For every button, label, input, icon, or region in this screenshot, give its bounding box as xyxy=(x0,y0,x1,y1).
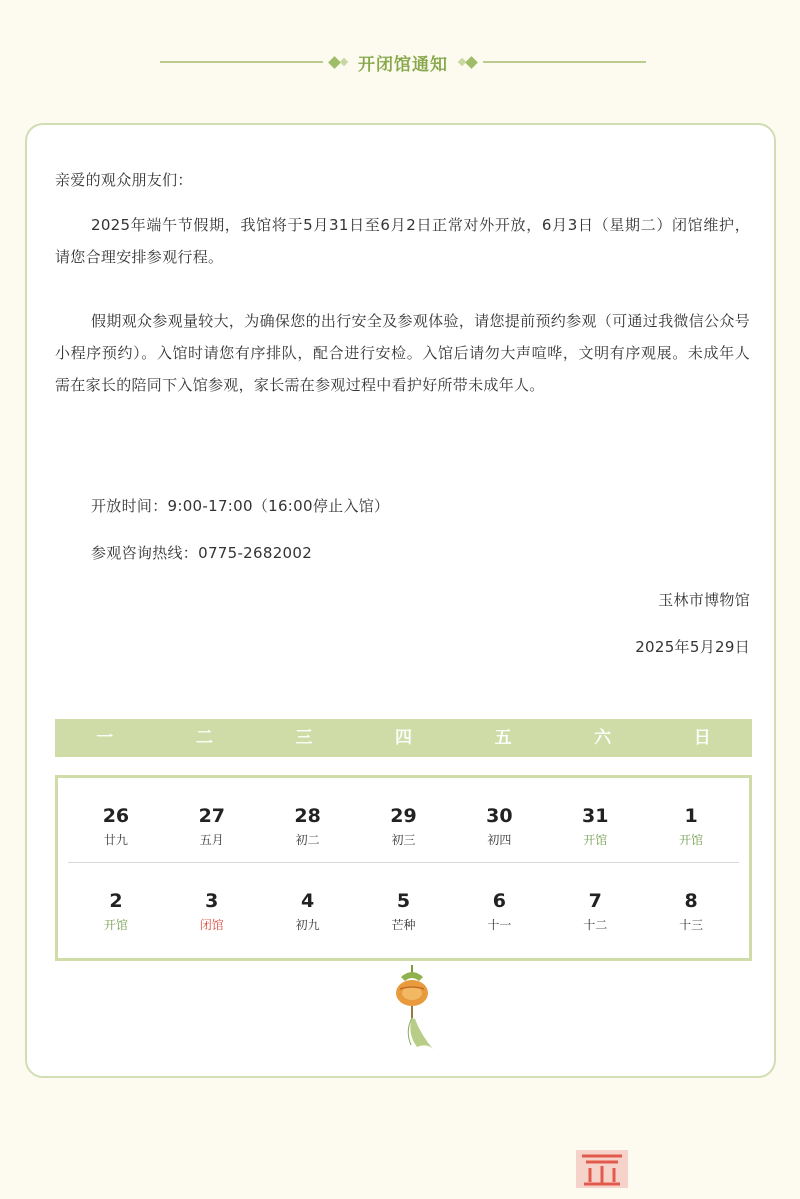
calendar-day xyxy=(451,863,547,947)
watermark-icon xyxy=(576,1150,628,1188)
lunar-date: 初九 xyxy=(295,918,320,932)
calendar-day xyxy=(356,778,452,862)
calendar-day xyxy=(547,863,643,947)
weekday-header xyxy=(55,719,752,757)
calendar-day xyxy=(68,863,164,947)
weekday-label: 二 xyxy=(195,728,213,748)
opening-hours: 开放时间：9:00-17:00（16:00停止入馆） xyxy=(91,497,390,515)
notice-card xyxy=(25,123,776,1078)
weekday-label: 三 xyxy=(295,728,313,748)
lunar-date: 初四 xyxy=(487,833,512,847)
weekday-label: 日 xyxy=(693,728,711,748)
lunar-date: 十一 xyxy=(487,918,512,932)
lunar-date: 廿九 xyxy=(103,833,128,847)
day-number: 26 xyxy=(102,805,130,827)
day-number: 8 xyxy=(684,890,698,912)
weekday-label: 一 xyxy=(96,728,114,748)
lunar-date: 五月 xyxy=(199,833,224,847)
day-number: 29 xyxy=(390,805,417,827)
lunar-date: 十三 xyxy=(679,918,704,932)
calendar-day xyxy=(547,778,643,862)
lunar-date: 十二 xyxy=(583,918,608,932)
day-number: 7 xyxy=(588,890,602,912)
calendar-day xyxy=(164,863,260,947)
greeting: 亲爱的观众朋友们： xyxy=(55,171,193,189)
weekday-label: 五 xyxy=(494,728,512,748)
holiday-calendar xyxy=(55,775,752,961)
lunar-date: 初三 xyxy=(391,833,416,847)
status-badge: 开馆 xyxy=(679,833,704,847)
lunar-date: 芒种 xyxy=(391,918,416,932)
calendar-day xyxy=(451,778,547,862)
notice-date: 2025年5月29日 xyxy=(635,638,750,656)
day-number: 4 xyxy=(301,890,315,912)
calendar-day xyxy=(164,778,260,862)
header-line-left xyxy=(160,61,323,63)
calendar-day xyxy=(260,778,356,862)
status-badge: 开馆 xyxy=(583,833,608,847)
watermark-logo xyxy=(576,1150,628,1188)
day-number: 31 xyxy=(582,805,609,827)
status-badge: 开馆 xyxy=(103,918,128,932)
calendar-day xyxy=(68,778,164,862)
calendar-week-2 xyxy=(68,863,739,947)
day-number: 1 xyxy=(684,805,698,827)
calendar-day xyxy=(260,863,356,947)
day-number: 3 xyxy=(205,890,219,912)
notice-header xyxy=(160,46,646,78)
page-title: 开闭馆通知 xyxy=(358,54,448,75)
calendar-day xyxy=(643,778,739,862)
header-line-right xyxy=(483,61,646,63)
paragraph-guidance: 假期观众参观量较大，为确保您的出行安全及参观体验，请您提前预约参观（可通过我微信公众号小程序预约）。入馆时请您有序排队，配合进行安检。入馆后请勿大声喧哗，文明有序观展。未成年人需在家长的陪同下入馆参观，家长需在参观过程中看护好所带未成年人。 xyxy=(55,312,750,394)
signature: 玉林市博物馆 xyxy=(658,591,750,609)
calendar-day xyxy=(356,863,452,947)
day-number: 5 xyxy=(396,890,411,912)
calendar-day xyxy=(643,863,739,947)
calendar-week-1 xyxy=(68,778,739,863)
day-number: 6 xyxy=(492,890,506,912)
day-number: 2 xyxy=(109,890,123,912)
day-number: 27 xyxy=(198,805,226,827)
paragraph-schedule: 2025年端午节假期，我馆将于5月31日至6月2日正常对外开放，6月3日（星期二）闭馆维护，请您合理安排参观行程。 xyxy=(55,216,750,266)
diamond-ornament-icon xyxy=(329,58,348,67)
day-number: 28 xyxy=(294,805,321,827)
hotline: 参观咨询热线：0775-2682002 xyxy=(91,544,313,562)
diamond-ornament-icon xyxy=(458,58,477,67)
status-badge: 闭馆 xyxy=(199,918,224,932)
weekday-label: 六 xyxy=(594,728,612,748)
weekday-label: 四 xyxy=(395,728,413,748)
zongzi-sachet-icon xyxy=(387,963,437,1053)
day-number: 30 xyxy=(486,805,513,827)
lunar-date: 初二 xyxy=(295,833,320,847)
